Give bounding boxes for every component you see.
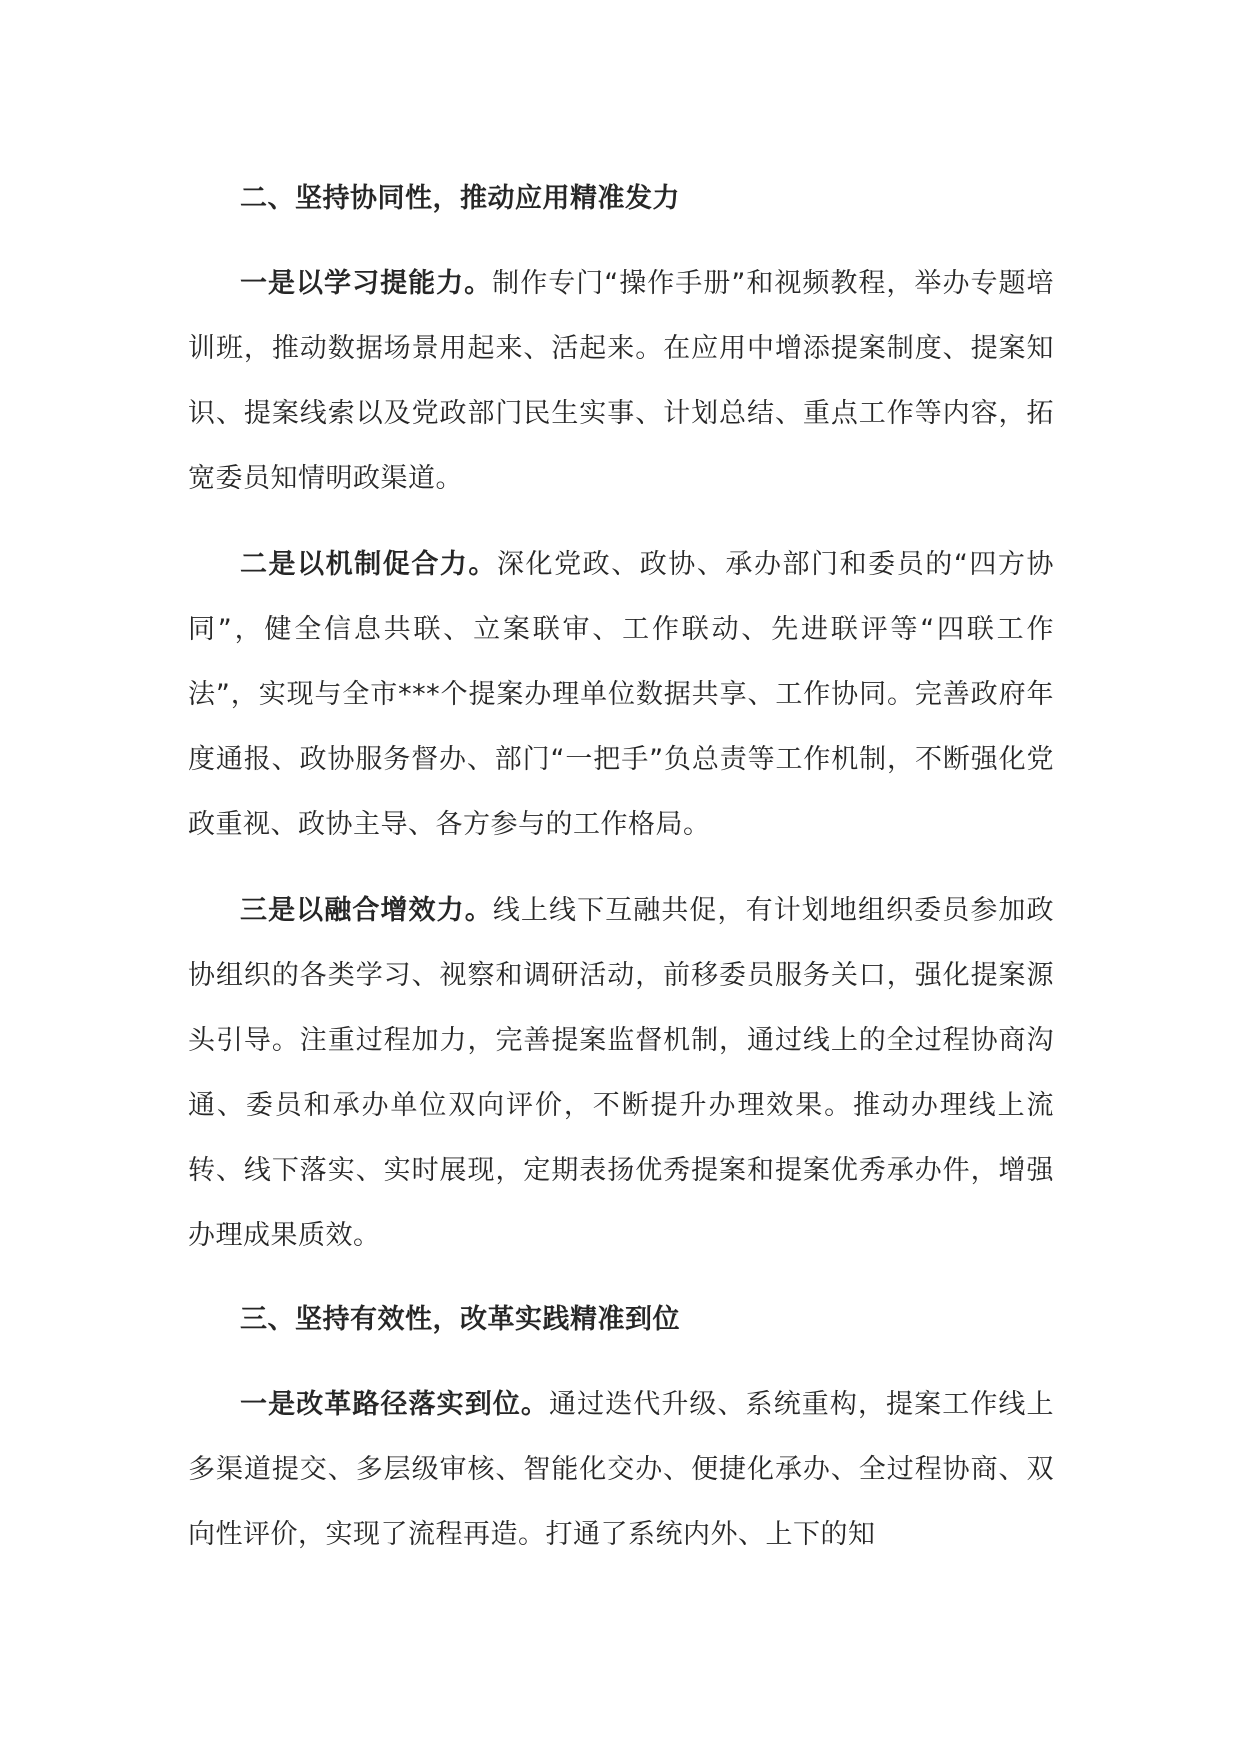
paragraph-lead: 二是以机制促合力。: [240, 549, 497, 580]
paragraph-reform-path: [188, 1372, 1054, 1567]
paragraph-learning-capacity: [188, 251, 1054, 511]
document-page: [188, 168, 1054, 1588]
paragraph-text: 线上线下互融共促，有计划地组织委员参加政协组织的各类学习、视察和调研活动，前移委员服务关口，强化提案源头引导。注重过程加力，完善提案监督机制，通过线上的全过程协商沟通、委员和承办单位双向评价，不断提升办理效果。推动办理线上流转、线下落实、实时展现，定期表扬优秀提案和提案优秀承办件，增强办理成果质效。: [188, 895, 1055, 1251]
paragraph-lead: 一是以学习提能力。: [240, 268, 493, 299]
paragraph-text: 深化党政、政协、承办部门和委员的“四方协同”，健全信息共联、立案联审、工作联动、先进联评等“四联工作法”，实现与全市***个提案办理单位数据共享、工作协同。完善政府年度通报、政协服务督办、部门“一把手”负总责等工作机制，不断强化党政重视、政协主导、各方参与的工作格局。: [188, 549, 1054, 840]
section-heading-collaboration: 二、坚持协同性，推动应用精准发力: [240, 183, 680, 214]
paragraph-lead: 一是改革路径落实到位。: [240, 1389, 549, 1420]
paragraph-text: 制作专门“操作手册”和视频教程，举办专题培训班，推动数据场景用起来、活起来。在应用中增添提案制度、提案知识、提案线索以及党政部门民生实事、计划总结、重点工作等内容，拓宽委员知情明政渠道。: [188, 268, 1055, 494]
paragraph-text: 通过迭代升级、系统重构，提案工作线上多渠道提交、多层级审核、智能化交办、便捷化承办、全过程协商、双向性评价，实现了流程再造。打通了系统内外、上下的知: [188, 1389, 1055, 1550]
paragraph-mechanism-synergy: [188, 532, 1054, 857]
section-heading-effectiveness: 三、坚持有效性，改革实践精准到位: [240, 1304, 680, 1335]
paragraph-integration-efficiency: [188, 878, 1054, 1268]
paragraph-lead: 三是以融合增效力。: [240, 895, 493, 926]
